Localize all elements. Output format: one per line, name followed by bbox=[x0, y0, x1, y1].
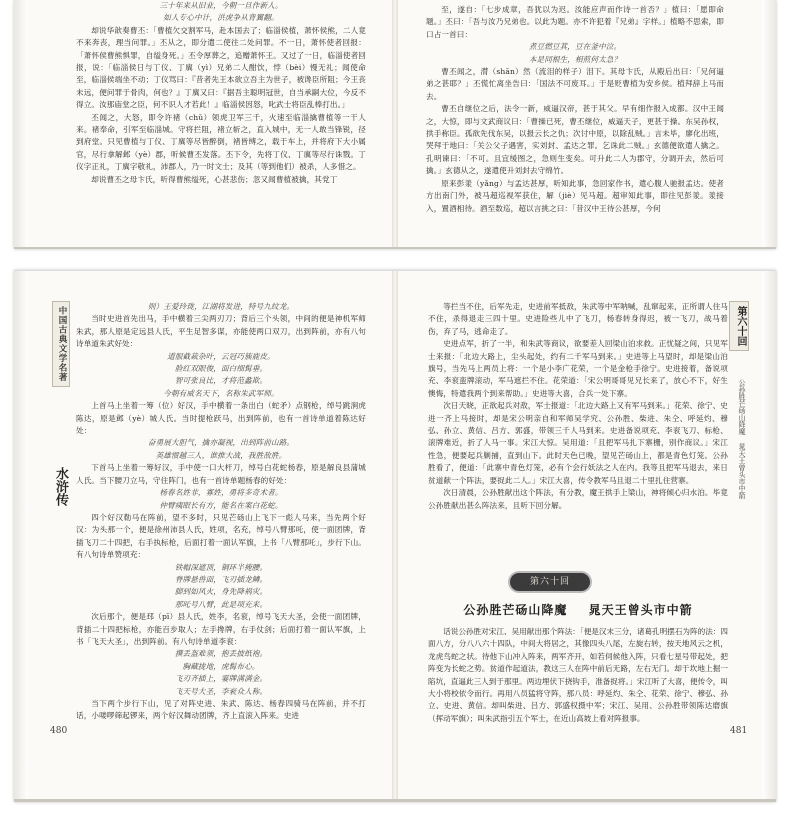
verse-line: 仲臂痍眼长有方，能名在案白花蛇。 bbox=[159, 500, 283, 510]
chapter-number-box: 第六十回 bbox=[729, 301, 749, 351]
page-number-left: 480 bbox=[50, 726, 68, 736]
paragraph: 次后那个，便是邳（pī）县人氏，姓李，名衮，绰号飞天大圣，会使一面团牌，背插二十四把标枪，亦能百步取人；左手搀牌，右手仗剑；后面打着一面认军旗，上书「飞天大圣」，出到阵前。有八句诗单道李衮： bbox=[76, 612, 366, 646]
paragraph: 当时史进首先出马，手中横着三尖两刃刀；背后三个头领，中间的便是神机军师朱武，那人原是定远县人氏，平生足智多谋，亦能使两口双刀，出到阵前，亦有八句诗单道朱武好处： bbox=[76, 314, 366, 349]
verse-line: 那吒号八臂，此是项充来。 bbox=[174, 599, 268, 609]
verse-line: 脸红双眼俊，面白细髯垂。 bbox=[174, 364, 268, 374]
verse-line: 煮豆燃豆萁，豆在釜中泣。 bbox=[528, 42, 622, 52]
paragraph: 四个好汉勒马在阵前，望不多时，只见芒砀山上飞下一彪人马来，当先两个好汉：为头那一个，便是徐州沛县人氏，姓项，名充，绰号八臂那吒，使一面团牌，背插飞刀二十四把，右手执标枪，后面打着一面认军旗，上书「八臂那吒」，步行下山。有八句诗单赞项充： bbox=[76, 512, 366, 560]
top-right-page bbox=[398, 0, 776, 247]
verse-line: 撰丢盔难须，抱丢披纸袍。 bbox=[174, 649, 268, 659]
top-book-spread bbox=[14, 0, 776, 249]
paragraph: 却说华歆奏曹丕：「曹植欠交割军马，赴本国去了；临淄侯植，萧怀侯熊，二人竟不来奔丧，理当问罪。」丕从之，即分遣二使往二处问罪。不一日，萧怀使者回报：「萧怀侯曹熊惧罪，自缢身死。」丕令厚葬之，追赠萧怀王。又过了一日，临淄使者回报，说：「临淄侯日与丁仪、丁廙（yì）兄弟二人酣饮，悖（bèi）慢无礼；闻使命至，临淄侯端坐不动；丁仪骂曰：『昔者先王本欲立吾主为世子，被谗臣所阻；今王丧未远，便问罪于骨肉，何也？』丁廙又曰：『据吾主聪明冠世，自当承嗣大位，今反不得立。汝那庙堂之臣，何不识人才若此！』临淄侯因怒，叱武士将臣乱棒打出。」 bbox=[76, 25, 366, 110]
verse-line: 本是同根生，相煎何太急？ bbox=[528, 54, 622, 64]
book-title: 水浒传 bbox=[53, 467, 68, 506]
chapter-emblem: 第六十回 bbox=[510, 573, 590, 591]
paragraph: 当下两个步行下山，见了对阵史进、朱武、陈达、杨春四骑马在阵前，并不打话，小喽啰筛起锣来，两个好汉舞动团牌，齐上直滚入阵来。史进 bbox=[76, 699, 366, 721]
paragraph: 上首马上坐着一筹（位）好汉，手中横着一条出白（蛇矛）点钢枪，绰号跳涧虎陈达，原是邺（yè）城人氏。当时提枪跃马，出到阵前，也有一首诗单道着陈达好处： bbox=[76, 401, 366, 436]
paragraph: 话说公孙胜对宋江、吴用献出那个阵法：「便是汉末三分，诸葛孔明摆石为阵的法：四面八方，分八八六十四队，中间大将居之，其像四头八尾，左旋右转，按天地风云之机，龙虎鸟蛇之状。待他下山冲入阵来，两军齐开，如若伺候他入阵，只看七星号带起处，把阵变为长蛇之势。贫道作起道法，教这三人在阵中前后无路，左右无门。却于坎地上掘一陷坑，直逼此三人到于那里。两边埋伏下挠钩手，准备捉将。」宋江听了大喜，便传令，叫大小将校依令而行。再用八员猛将守阵，那八员：呼延灼、朱仝、花荣、徐宁、穆弘、孙立、史进、黄信。却叫柴进、吕方、郭盛权摄中军；宋江、吴用、公孙胜带领陈达磨旗（挥动军旗）；叫朱武指引五个军士，在近山高坡上看对阵报事。 bbox=[428, 627, 728, 723]
verse-line: 今朝有威名天下，名称朱武军师。 bbox=[163, 388, 279, 398]
chapter-heading bbox=[428, 601, 728, 618]
chapter-heading-right: 晁天王曾头市中箭 bbox=[588, 603, 693, 617]
series-title: 中国古典文学名著 bbox=[52, 301, 70, 387]
verse-line: 道服截裁杂叶，云冠巧簇鹿皮。 bbox=[167, 351, 275, 361]
paragraph: 曹丕自继位之后，法令一新，威逼汉帝，甚于其父。早有细作报入成都。汉中王闻之，大惊，即与文武商议曰：「曹操已死，曹丕继位，威逼天子，更甚于操。东吴孙权，拱手称臣。孤欲先伐东吴，以报云长之仇；次讨中原，以除乱贼。」言未毕，廖化出班，哭拜于地曰：「关公父子遇害，实刘封、孟达之罪。乞诛此二贼。」玄德便欲遣人擒之。孔明谏曰：「不可。且宜缓图之，急则生变矣。可升此二人为郡守，分调开去，然后可擒。」玄德从之，遂遣使升刘封去守绵竹。 bbox=[426, 104, 724, 176]
paragraph: 至，遂自：「七步成章，吾犹以为迟。汝能应声而作诗一首否？」植曰：「愿即命题。」丕曰：「吾与汝乃兄弟也。以此为题。亦不许犯着『兄弟』字样。」植略不思索，即口占一首曰： bbox=[426, 5, 724, 39]
chapter-running-title: 公孙胜芒砀山降魔 晁天王曾头市中箭 bbox=[738, 379, 746, 499]
bottom-left-text bbox=[76, 301, 366, 723]
chapter-opening-text bbox=[428, 626, 728, 725]
bottom-right-text bbox=[428, 301, 728, 569]
verse-line: 三十年来从旧业，今朝一旦作新人。 bbox=[159, 1, 283, 10]
paragraph: 史进点军，折了一半，和朱武等商议，欲要差人回梁山泊求救。正忧疑之间，只见军士来报：「北边大路上，尘头起处，约有二千军马到来。」史进等上马望时，却是梁山泊旗号，当先马上两员上将：一个是小李广花荣，一个是金枪手徐宁。史进接着，备说项充、李衮蛮牌滚动，军马遮拦不住。花荣道：「宋公明哥哥见兄长来了，放心不下，好生懊悔，特遣我两个到来帮助。」史进等大喜，合兵一处下寨。 bbox=[428, 339, 728, 398]
paragraph: 等拦当不住，后军先走，史进前军抵敌，朱武等中军呐喊，乱窜起来，正所谓人住马不住，杀得退走三四十里。史进险些儿中了飞刀，杨春转身得迟，被一飞刀，战马着伤，弃了马，逃命走了。 bbox=[428, 302, 728, 336]
verse-line: 飞天号大圣，李衮众人称。 bbox=[174, 686, 268, 696]
paragraph: 下首马上坐着一筹好汉，手中使一口大杆刀，绰号白花蛇杨春，原是解良县蒲城人氏。当下腰刀立马，守住阵门，也有一首诗单题杨春的好处： bbox=[76, 463, 366, 485]
page-edge-right bbox=[762, 0, 776, 247]
bottom-left-page bbox=[14, 271, 392, 799]
paragraph: 原来彭羕（yǎng）与孟达甚厚，听知此事，急回家作书，遣心腹人驰报孟达。使者方出南门外，被马超巡视军获住，解（jiè）见马超。超审知此事，即往见彭羕。羕接入，置酒相待。酒至数巡，超以言挑之曰：「昔汉中王待公甚厚，今何 bbox=[426, 178, 724, 213]
verse-line: 如人专心中计，洪虎争从背翼翻。 bbox=[163, 13, 279, 23]
bottom-book-spread bbox=[14, 270, 776, 802]
page-edge-right bbox=[762, 271, 776, 799]
paragraph: 曹丕闻之，潸（shān）然（流泪的样子）泪下。其母卞氏，从殿后出曰：「兄何逼弟之甚耶？」丕慌忙离坐告曰：「国法不可废耳。」于是贬曹植为安乡侯。植拜辞上马而去。 bbox=[426, 67, 724, 101]
verse-line: 英雄惯越三人，谁推大战，我胜敌胜。 bbox=[155, 450, 287, 460]
verse-line: 脚到如风火，身先降祸灾。 bbox=[174, 587, 268, 597]
chapter-heading-left: 公孙胜芒砀山降魔 bbox=[463, 603, 568, 617]
paragraph: 丕闻之，大怒，即令许褚（chǔ）领虎卫军三千，火速至临淄擒曹植等一干人来。褚奉命，引军至临淄城。守将拦阻，褚立斩之，直入城中，无一人敢当锋锐，径到府堂。只见曹植与丁仪、丁廙等尽皆醉倒，褚皆缚之，载于车上，并将府下大小属官，尽行拿解邺（yè）郡，听候曹丕发落。丕下令，先将丁仪、丁廙等尽行诛戮。丁仪字正礼，丁廙字敬礼，沛郡人，乃一时文士；及其（等到他们）被杀，人多惜之。 bbox=[76, 112, 366, 172]
verse-line: 杨春名姓非，寡姓，勇将多奇术者。 bbox=[159, 488, 283, 498]
top-left-text bbox=[76, 0, 366, 186]
verse-line: 胸藏拢地，虎髯布心。 bbox=[182, 661, 260, 671]
verse-line: 智可张良比，才将范蠡欺。 bbox=[174, 376, 268, 386]
verse-line: 脊牌悬兽面，飞刃插龙鳞。 bbox=[174, 574, 268, 584]
verse-line: 飞刃齐插上，霎牌满满金。 bbox=[174, 674, 268, 684]
bottom-right-page bbox=[398, 271, 776, 799]
top-right-text bbox=[426, 4, 724, 215]
paragraph: 却说曹丕之母卞氏，听得曹熊缢死，心甚悲伤；忽又闻曹植被擒，其党丁 bbox=[91, 174, 338, 184]
verse-line: 则）王爱玲珑，江湖将发进，特号九纹龙。 bbox=[147, 302, 295, 311]
verse-line: 奋勇展大胆气，擒亦凝视，出到阵前山路。 bbox=[147, 438, 295, 448]
verse-line: 铁帽深遮顶，铜环半掩腰。 bbox=[174, 562, 268, 572]
paragraph: 次日清晨，公孙胜献出这个阵法，有分教，魔王拱手上梁山，神将倾心归水泊。毕竟公孙胜献出甚么阵法来，且听下回分解。 bbox=[428, 488, 728, 510]
top-left-page bbox=[14, 0, 392, 247]
paragraph: 次日天晓，正欲起兵对敌，军士报道：「北边大路上又有军马到来。」花荣、徐宁、史进一齐上马接时，却是宋公明亲自和军师吴学究、公孙胜、柴进、朱仝、呼延灼、穆弘、孙立、黄信、吕方、郭盛，带领三千人马到来。史进备说项充、李衮飞刀、标枪、滚牌难近，折了人马一事。宋江大惊。吴用道：「且把军马扎下寨栅，别作商议。」宋江性急，便要起兵剿捕，直到山下。此时天色已晚，望见芒砀山上，都是青色灯笼。公孙胜看了，便道：「此寨中青色灯笼，必有个会行妖法之人在内。我等且把军马退去，来日贫道献一个阵法，要捉此二人。」宋江大喜，传令教军马且退二十里扎住营寨。 bbox=[428, 401, 728, 485]
page-number-right: 481 bbox=[730, 726, 748, 736]
